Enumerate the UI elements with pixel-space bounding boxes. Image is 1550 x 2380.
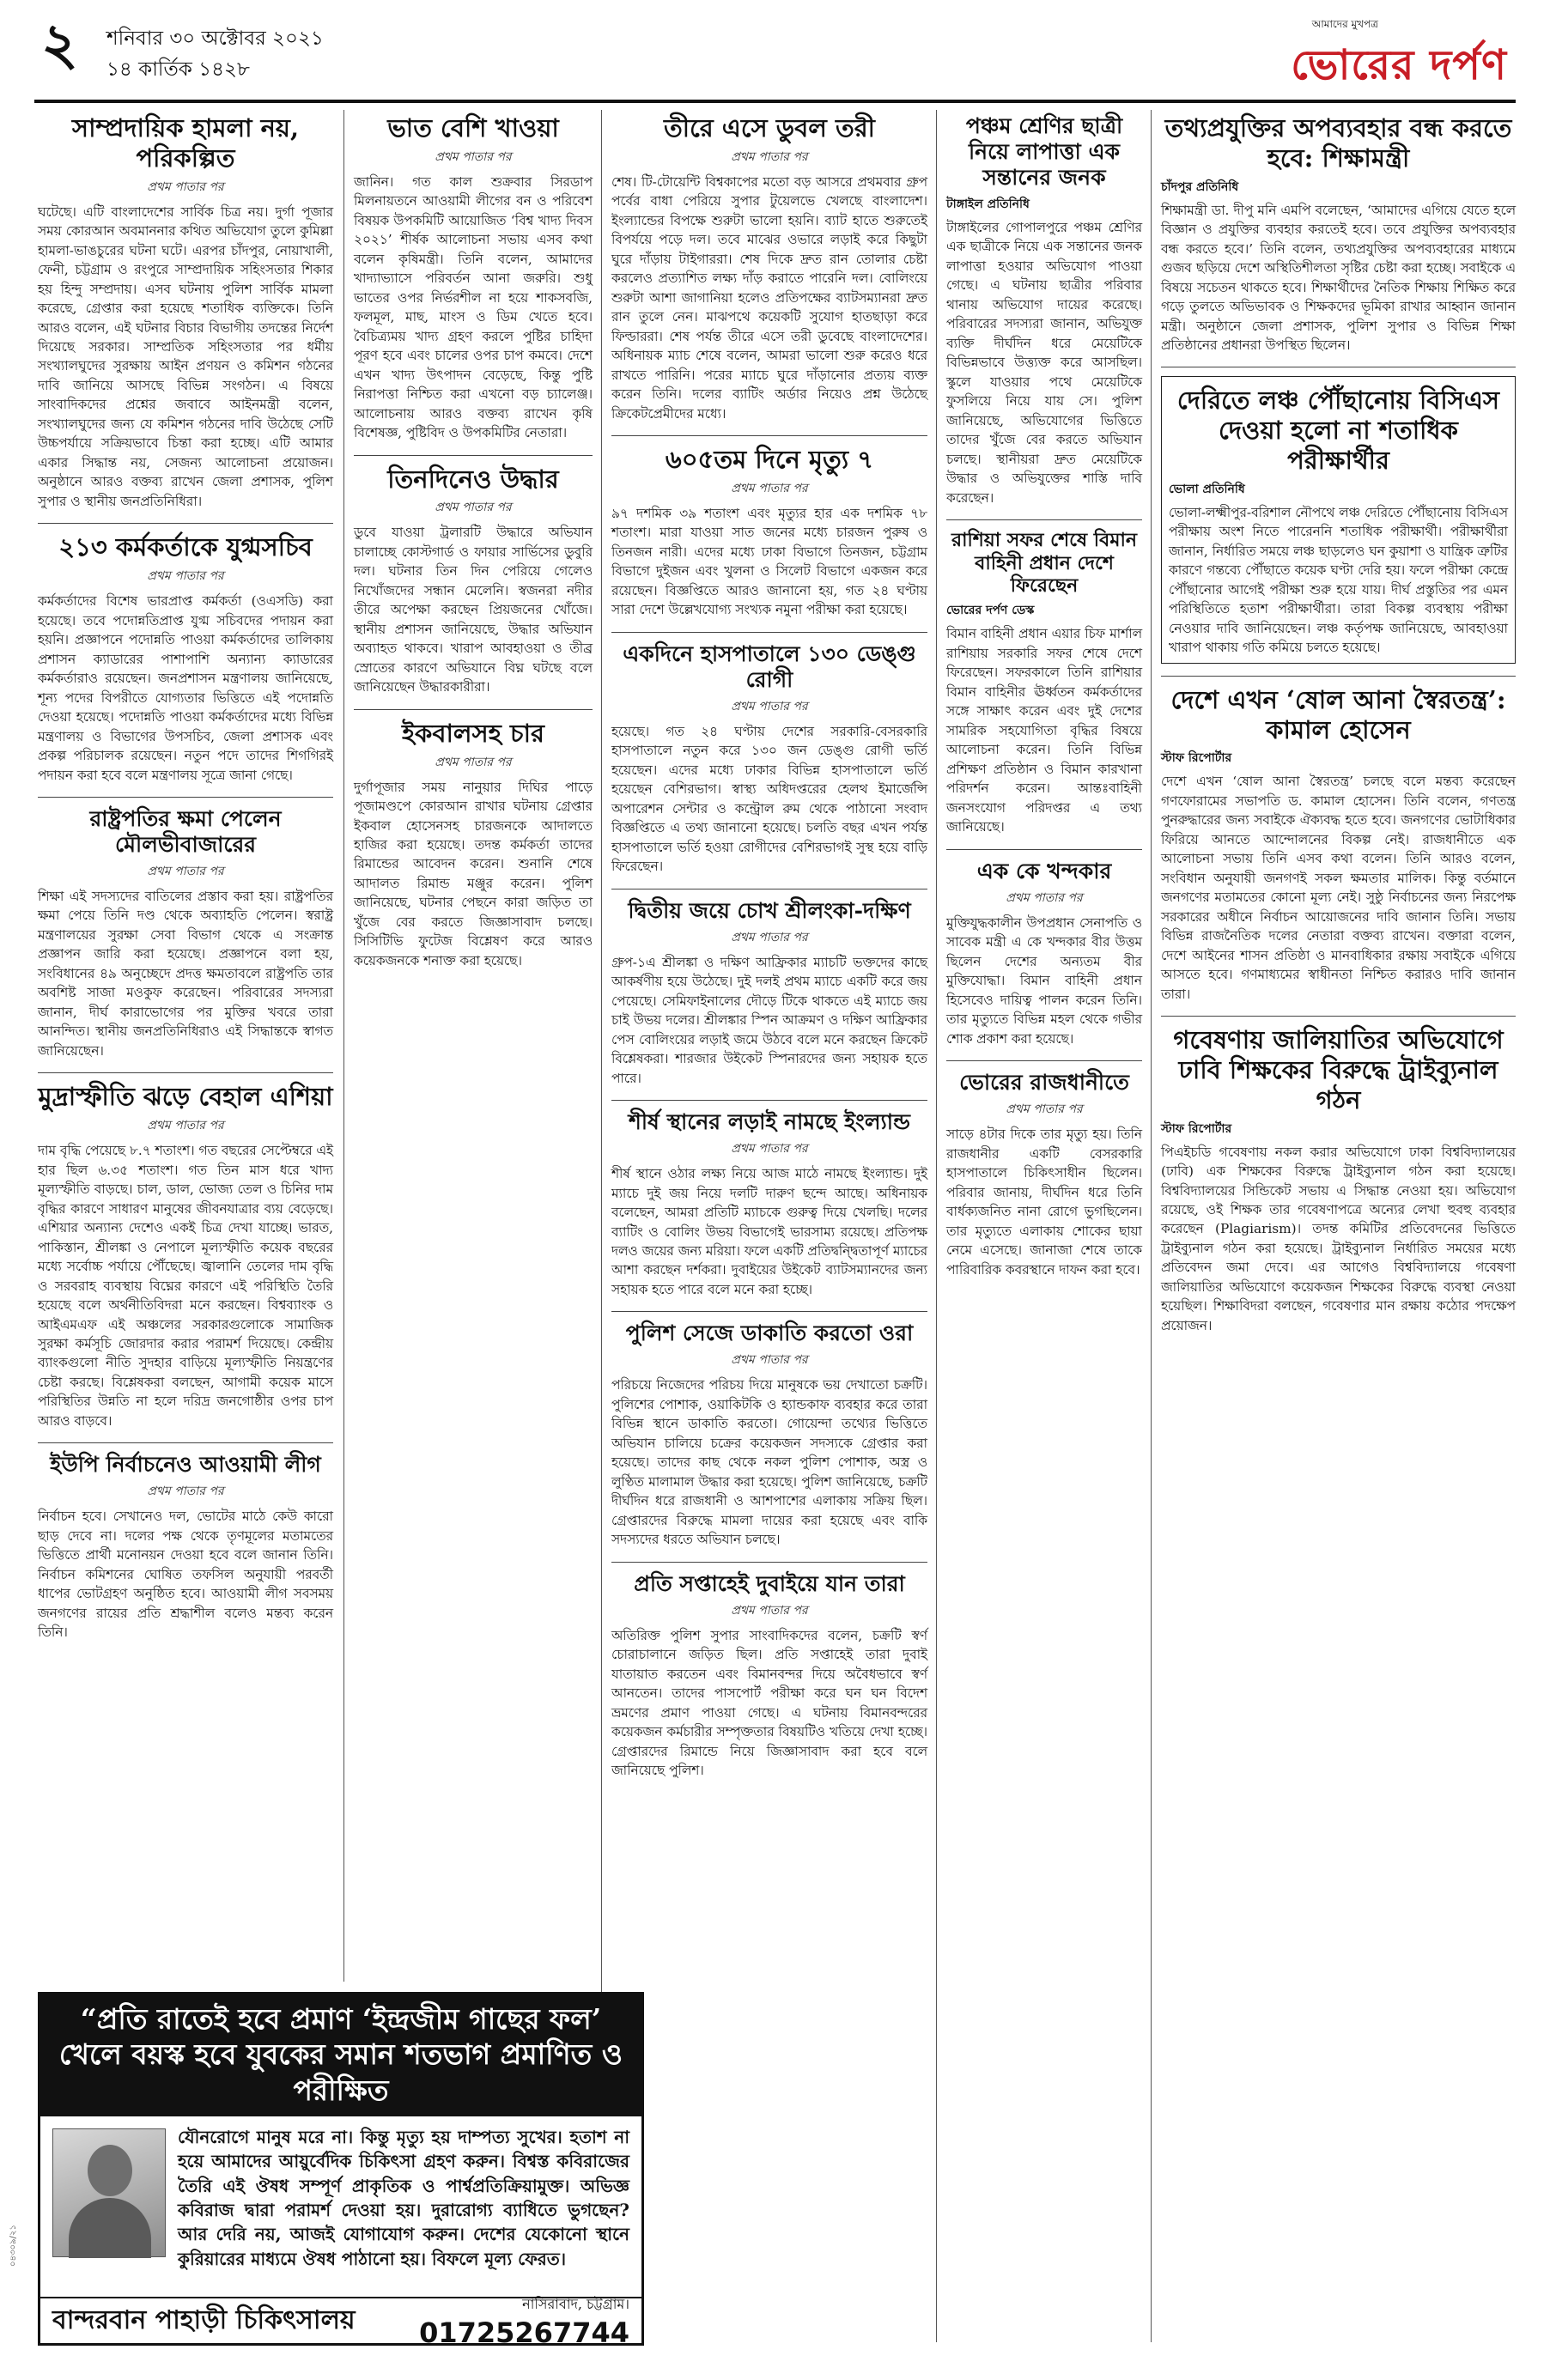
kicker: প্রথম পাতার পর: [1006, 1102, 1083, 1117]
divider: [38, 523, 333, 524]
headline: শীর্ষ স্থানের লড়াই নামছে ইংল্যান্ড: [629, 1109, 910, 1135]
clinic-advertisement: [38, 1992, 644, 2349]
article-police: [611, 1321, 927, 1549]
kicker: প্রথম পাতার পর: [731, 1142, 808, 1157]
byline: স্টাফ রিপোর্টার: [1161, 1121, 1232, 1136]
clinic-address: নাসিরাবাদ, চট্টগ্রাম।: [522, 2295, 629, 2312]
article-body: দেশে এখন ‘ষোল আনা স্বৈরতন্ত্র’ চলছে বলে মন্তব্য করেছেন গণফোরামের সভাপতি ড. কামাল হোসেন। তিনি বলেন, গণতন্ত্র পুনরুদ্ধারের জন্য সবাইকে ঐক্যবদ্ধ হতে হবে। জনগণের ভোটাধিকার ফিরিয়ে আনতে আন্দোলনের বিকল্প নেই। রাজধানীতে এক আলোচনা সভায় তিনি এসব কথা বলেন। তিনি আরও বলেন, সংবিধান অনুযায়ী জনগণই সকল ক্ষমতার মালিক। কিন্তু বর্তমানে জনগণের মতামতের কোনো মূল্য নেই। সুষ্ঠু নির্বাচনের জন্য নিরপেক্ষ সরকারের অধীনে নির্বাচন আয়োজনের দাবি জানান তিনি। সভায় বিভিন্ন রাজনৈতিক দলের নেতারা বক্তব্য রাখেন। বক্তারা বলেন, দেশে আইনের শাসন প্রতিষ্ঠা ও মানবাধিকার রক্ষায় সবাইকে এগিয়ে আসতে হবে। গণমাধ্যমের স্বাধীনতা নিশ্চিত করারও দাবি জানান তারা।: [1161, 774, 1516, 1002]
headline: একদিনে হাসপাতালে ১৩০ ডেঙ্গু রোগী: [623, 641, 916, 692]
headline: রাষ্ট্রপতির ক্ষমা পেলেন মৌলভীবাজারের: [89, 805, 282, 857]
kicker: প্রথম পাতার পর: [435, 501, 512, 515]
headline: ভাত বেশি খাওয়া: [387, 113, 559, 143]
kicker: প্রথম পাতার পর: [435, 755, 512, 769]
divider: [611, 1100, 927, 1101]
headline: ইউপি নির্বাচনেও আওয়ামী লীগ: [50, 1452, 321, 1478]
headline: ২১৩ কর্মকর্তাকে যুগ্মসচিব: [58, 532, 313, 562]
headline: সাম্প্রদায়িক হামলা নয়, পরিকল্পিত: [71, 113, 300, 173]
divider: [946, 1060, 1142, 1061]
headline: প্রতি সপ্তাহেই দুবাইয়ে যান তারা: [634, 1570, 905, 1596]
article-boat: [611, 113, 927, 423]
article-body: কর্মকর্তাদের বিশেষ ভারপ্রাপ্ত কর্মকর্তা (ওএসডি) করা হয়েছে। তবে পদোন্নতিপ্রাপ্ত যুগ্ম সচিবদের পদায়ন করা হয়নি। প্রজ্ঞাপনে পদোন্নতি পাওয়া কর্মকর্তাদের তালিকায় প্রশাসন ক্যাডারের পাশাপাশি অন্যান্য ক্যাডারের কর্মকর্তারাও রয়েছেন। জনপ্রশাসন মন্ত্রণালয় জানিয়েছে, শূন্য পদের বিপরীতে যোগ্যতার ভিত্তিতে এই পদোন্নতি দেওয়া হয়েছে। পদোন্নতি পাওয়া কর্মকর্তাদের মধ্যে বিভিন্ন মন্ত্রণালয় ও বিভাগের উপসচিব, জেলা প্রশাসক এবং প্রকল্প পরিচালক রয়েছেন। নতুন পদে তাদের শিগগিরই পদায়ন করা হবে বলে মন্ত্রণালয় সূত্রে জানা গেছে।: [38, 593, 333, 783]
side-code: ০৪৩০৯/২১: [9, 2225, 18, 2267]
kicker: প্রথম পাতার পর: [147, 179, 224, 194]
article-body: জানিন। গত কাল শুক্রবার সিরডাপ মিলনায়তনে আওয়ামী লীগের বন ও পরিবেশ বিষয়ক উপকমিটি আয়োজিত ‘বিশ্ব খাদ্য দিবস ২০২১’ শীর্ষক আলোচনা সভায় এসব কথা বলেন কৃষিমন্ত্রী। তিনি বলেন, আমাদের খাদ্যাভ্যাসে পরিবর্তন আনা জরুরি। শুধু ভাতের ওপর নির্ভরশীল না হয়ে শাকসবজি, ফলমূল, মাছ, মাংস ও ডিম খেতে হবে। বৈচিত্র্যময় খাদ্য গ্রহণ করলে পুষ্টির চাহিদা পূরণ হবে এবং চালের ওপর চাপ কমবে। দেশে এখন খাদ্য উৎপাদন বেড়েছে, কিন্তু পুষ্টি নিরাপত্তা নিশ্চিত করা এখনো বড় চ্যালেঞ্জ। আলোচনায় আরও বক্তব্য রাখেন কৃষি বিশেষজ্ঞ, পুষ্টিবিদ ও উপকমিটির নেতারা।: [354, 173, 593, 441]
newspaper-logo: [1291, 17, 1507, 102]
article-body: দুর্গাপূজার সময় নানুয়ার দিঘির পাড়ে পূজামণ্ডপে কোরআন রাখার ঘটনায় গ্রেপ্তার ইকবাল হোসেনসহ চারজনকে আদালতে হাজির করা হয়েছে। তদন্ত কর্মকর্তা তাদের রিমান্ডের আবেদন করেন। শুনানি শেষে আদালত রিমান্ড মঞ্জুর করেন। পুলিশ জানিয়েছে, ঘটনার পেছনে কারা জড়িত তা খুঁজে বের করতে জিজ্ঞাসাবাদ চলছে। সিসিটিভি ফুটেজ বিশ্লেষণ করে আরও কয়েকজনকে শনাক্ত করা হয়েছে।: [354, 779, 593, 968]
kicker: প্রথম পাতার পর: [731, 1603, 808, 1618]
article-dengue: [611, 641, 927, 877]
article-body: শীর্ষ স্থানে ওঠার লক্ষ্য নিয়ে আজ মাঠে নামছে ইংল্যান্ড। দুই ম্যাচে দুই জয় নিয়ে দলটি দারুণ ছন্দে আছে। অধিনায়ক বলেছেন, আমরা প্রতিটি ম্যাচকে গুরুত্ব দিয়ে খেলছি। দলের ব্যাটিং ও বোলিং উভয় বিভাগেই ভারসাম্য রয়েছে। প্রতিপক্ষ দলও জয়ের জন্য মরিয়া। ফলে একটি প্রতিদ্বন্দ্বিতাপূর্ণ ম্যাচের আশা করছেন দর্শকরা। দুবাইয়ের উইকেট ব্যাটসম্যানদের জন্য সহায়ক হতে পারে বলে মনে করা হচ্ছে।: [611, 1166, 927, 1297]
masthead-rule: [34, 100, 1516, 103]
headline: দেরিতে লঞ্চ পৌঁছানোয় বিসিএস দেওয়া হলো না শতাধিক পরীক্ষার্থীর: [1176, 386, 1500, 476]
headline: পুলিশ সেজে ডাকাতি করতো ওরা: [625, 1321, 914, 1346]
divider: [354, 455, 593, 456]
headline: তথ্যপ্রযুক্তির অপব্যবহার বন্ধ করতে হবে: শিক্ষামন্ত্রী: [1164, 113, 1512, 173]
divider: [354, 709, 593, 710]
article-body: টাঙ্গাইলের গোপালপুরে পঞ্চম শ্রেণির এক ছাত্রীকে নিয়ে এক সন্তানের জনক লাপাত্তা হওয়ার অভিযোগ পাওয়া গেছে। এ ঘটনায় ছাত্রীর পরিবার থানায় অভিযোগ দায়ের করেছে। পরিবারের সদস্যরা জানান, অভিযুক্ত ব্যক্তি দীর্ঘদিন ধরে মেয়েটিকে বিভিন্নভাবে উত্ত্যক্ত করে আসছিল। স্কুলে যাওয়ার পথে মেয়েটিকে ফুসলিয়ে নিয়ে যায় সে। পুলিশ জানিয়েছে, অভিযোগের ভিত্তিতে তাদের খুঁজে বের করতে অভিযান চলছে। স্থানীয়রা দ্রুত মেয়েটিকে উদ্ধার ও অভিযুক্তের শাস্তি দাবি করেছেন।: [946, 220, 1142, 506]
article-body: সাড়ে ৪টার দিকে তার মৃত্যু হয়। তিনি রাজধানীর একটি বেসরকারি হাসপাতালে চিকিৎসাধীন ছিলেন। পরিবার জানায়, দীর্ঘদিন ধরে তিনি বার্ধক্যজনিত নানা রোগে ভুগছিলেন। তার মৃত্যুতে এলাকায় শোকের ছায়া নেমে এসেছে। জানাজা শেষে তাকে পারিবারিক কবরস্থানে দাফন করা হবে।: [946, 1126, 1142, 1278]
ad-contact: [384, 2293, 641, 2349]
ad-footer: [40, 2295, 641, 2349]
kicker: প্রথম পাতার পর: [731, 1353, 808, 1368]
article-body: নির্বাচন হবে। সেখানেও দল, ভোটের মাঠে কেউ কারো ছাড় দেবে না। দলের পক্ষ থেকে তৃণমূলের মতামতের ভিত্তিতে প্রার্থী মনোনয়ন দেওয়া হবে বলে জানান তিনি। নির্বাচন কমিশনের ঘোষিত তফসিল অনুযায়ী পরবর্তী ধাপের ভোটগ্রহণ অনুষ্ঠিত হবে। আওয়ামী লীগ সবসময় জনগণের রায়ের প্রতি শ্রদ্ধাশীল বলেও মন্তব্য করেন তিনি।: [38, 1509, 333, 1641]
date-gregorian: শনিবার ৩০ অক্টোবর ২০২১: [106, 27, 324, 50]
headline: ৬০৫তম দিনে মৃত্যু ৭: [665, 445, 874, 475]
article-body: শিক্ষা এই সদস্যদের বাতিলের প্রস্তাব করা হয়। রাষ্ট্রপতির ক্ষমা পেয়ে তিনি দণ্ড থেকে অব্যাহতি পেলেন। স্বরাষ্ট্র মন্ত্রণালয়ের সুরক্ষা সেবা বিভাগ থেকে এ সংক্রান্ত প্রজ্ঞাপন জারি করা হয়েছে। প্রজ্ঞাপনে বলা হয়, সংবিধানের ৪৯ অনুচ্ছেদে প্রদত্ত ক্ষমতাবলে রাষ্ট্রপতি তার অবশিষ্ট সাজা মওকুফ করেছেন। পরিবারের সদস্যরা জানান, দীর্ঘ কারাভোগের পর মুক্তির খবরে তারা আনন্দিত। স্থানীয় জনপ্রতিনিধিরাও এই সিদ্ধান্তকে স্বাগত জানিয়েছেন।: [38, 888, 333, 1059]
byline: ভোলা প্রতিনিধি: [1169, 482, 1245, 496]
article-srilanka: [611, 898, 927, 1088]
article-dubai: [611, 1571, 927, 1781]
article-minister: [1161, 113, 1516, 355]
kicker: প্রথম পাতার পর: [147, 864, 224, 878]
article-kamal: [1161, 685, 1516, 1004]
ad-photo: [52, 2128, 166, 2257]
article-iqbal: [354, 719, 593, 971]
divider: [38, 797, 333, 798]
article-body: ডুবে যাওয়া ট্রলারটি উদ্ধারে অভিযান চালাচ্ছে কোস্টগার্ড ও ফায়ার সার্ভিসের ডুবুরি দল। ঘটনার তিন দিন পেরিয়ে গেলেও নিখোঁজদের সন্ধান মেলেনি। স্বজনরা নদীর তীরে অপেক্ষা করছেন প্রিয়জনের খোঁজে। স্থানীয় প্রশাসন জানিয়েছে, উদ্ধার অভিযান অব্যাহত থাকবে। খারাপ আবহাওয়া ও তীব্র স্রোতের কারণে অভিযানে বিঘ্ন ঘটছে বলে জানিয়েছেন উদ্ধারকারীরা।: [354, 525, 593, 695]
headline: তিনদিনেও উদ্ধার: [387, 464, 559, 494]
clinic-name: বান্দরবান পাহাড়ী চিকিৎসালয়: [52, 2304, 356, 2335]
column-divider: [1151, 110, 1152, 2342]
headline: দ্বিতীয় জয়ে চোখ শ্রীলংকা-দক্ষিণ: [628, 897, 911, 923]
page-number: ২: [41, 10, 78, 77]
article-communal: [38, 113, 333, 511]
brand-tagline: আমাদের মুখপত্র: [1311, 18, 1378, 30]
column-4: [946, 110, 1142, 1291]
divider: [38, 1442, 333, 1443]
divider: [611, 632, 927, 633]
column-5: [1161, 110, 1516, 1347]
article-body: ৯৭ দশমিক ৩৯ শতাংশ এবং মৃত্যুর হার এক দশমিক ৭৮ শতাংশ। মারা যাওয়া সাত জনের মধ্যে চারজন পুরুষ ও তিনজন নারী। এদের মধ্যে ঢাকা বিভাগে তিনজন, চট্টগ্রাম বিভাগে দুইজন এবং খুলনা ও সিলেট বিভাগে একজন করে রয়েছেন। বিজ্ঞপ্তিতে আরও জানানো হয়, গত ২৪ ঘণ্টায় সারা দেশে উল্লেখযোগ্য সংখ্যক নমুনা পরীক্ষা করা হয়েছে।: [611, 505, 927, 618]
divider: [611, 1562, 927, 1563]
date-block: [106, 24, 324, 85]
kicker: প্রথম পাতার পর: [147, 1119, 224, 1133]
headline: এক কে খন্দকার: [976, 858, 1112, 883]
divider: [946, 519, 1142, 520]
article-up-election: [38, 1452, 333, 1642]
brand-name: ভোরের দর্পণ: [1291, 41, 1507, 89]
clinic-phone: 01725267744: [419, 2316, 629, 2349]
column-divider: [936, 110, 937, 2342]
headline: রাশিয়া সফর শেষে বিমান বাহিনী প্রধান দেশে ফিরেছেন: [951, 529, 1137, 598]
article-capital: [946, 1070, 1142, 1279]
article-khondokar: [946, 859, 1142, 1048]
article-inflation: [38, 1082, 333, 1430]
article-tribunal: [1161, 1025, 1516, 1335]
article-body: ভোলা-লক্ষ্মীপুর-বরিশাল নৌপথে লঞ্চ দেরিতে পৌঁছানোয় বিসিএস পরীক্ষায় অংশ নিতে পারেননি শতাধিক পরীক্ষার্থী। পরীক্ষার্থীরা জানান, নির্ধারিত সময়ে লঞ্চ ছাড়লেও ঘন কুয়াশা ও যান্ত্রিক ত্রুটির কারণে গন্তব্যে পৌঁছাতে কয়েক ঘণ্টা দেরি হয়। ফলে পরীক্ষা কেন্দ্রে পৌঁছানোর আগেই পরীক্ষা শুরু হয়ে যায়। দীর্ঘ প্রস্তুতির পর এমন পরিস্থিতিতে হতাশ পরীক্ষার্থীরা। তারা বিকল্প ব্যবস্থায় পরীক্ষা নেওয়ার দাবি জানিয়েছেন। লঞ্চ কর্তৃপক্ষ জানিয়েছে, আবহাওয়া খারাপ থাকায় গতি কমিয়ে চলতে হয়েছে।: [1169, 504, 1508, 656]
article-body: ঘটেছে। এটি বাংলাদেশের সার্বিক চিত্র নয়। দুর্গা পূজার সময় কোরআন অবমাননার কথিত অভিযোগ তুলে কুমিল্লা হামলা-ভাঙচুরের ঘটনা ঘটে। এরপর চাঁদপুর, নোয়াখালী, ফেনী, চট্টগ্রাম ও রংপুরে সাম্প্রদায়িক সহিংসতার শিকার হয় হিন্দু সম্প্রদায়। এসব ঘটনায় পুলিশ সার্বিক মামলা করেছে, গ্রেপ্তার করা হয়েছে শতাধিক ব্যক্তিকে। তিনি আরও বলেন, এই ঘটনার বিচার বিভাগীয় তদন্তের নির্দেশ দিয়েছে সরকার। সাম্প্রতিক সহিংসতার পর ধর্মীয় সংখ্যালঘুদের সুরক্ষায় আইন প্রণয়ন ও কমিশন গঠনের দাবি জানিয়ে আসছে বিভিন্ন সংগঠন। এ বিষয়ে সাংবাদিকদের প্রশ্নের জবাবে আইনমন্ত্রী বলেন, সংখ্যালঘুদের জন্য যে কমিশন গঠনের দাবি উঠেছে সেটি উচ্চপর্যায়ে সক্রিয়ভাবে চিন্তা করা হচ্ছে। এটি আমার একার সিদ্ধান্ত নয়, সেজন্য আলোচনা প্রয়োজন। অনুষ্ঠানে আরও বক্তব্য রাখেন জেলা প্রশাসক, পুলিশ সুপার ও স্থানীয় জনপ্রতিনিধিরা।: [38, 203, 333, 509]
kicker: প্রথম পাতার পর: [435, 149, 512, 164]
headline: পঞ্চম শ্রেণির ছাত্রী নিয়ে লাপাত্তা এক সন্তানের জনক: [965, 113, 1123, 190]
article-pardon: [38, 806, 333, 1060]
article-england: [611, 1109, 927, 1299]
portrait-head-icon: [88, 2145, 132, 2196]
article-body: পিএইচডি গবেষণায় নকল করার অভিযোগে ঢাকা বিশ্ববিদ্যালয়ের (ঢাবি) এক শিক্ষকের বিরুদ্ধে ট্রাইব্যুনাল গঠন করা হয়েছে। বিশ্ববিদ্যালয়ের সিন্ডিকেট সভায় এ সিদ্ধান্ত নেওয়া হয়। অভিযোগ রয়েছে, ওই শিক্ষক তার গবেষণাপত্রে অন্যের লেখা হুবহু ব্যবহার করেছেন (Plagiarism)। তদন্ত কমিটির প্রতিবেদনের ভিত্তিতে ট্রাইব্যুনাল গঠন করা হয়েছে। ট্রাইব্যুনাল নির্ধারিত সময়ের মধ্যে প্রতিবেদন জমা দেবে। এর আগেও বিশ্ববিদ্যালয়ে গবেষণা জালিয়াতির অভিযোগে কয়েকজন শিক্ষকের বিরুদ্ধে ব্যবস্থা নেওয়া হয়েছিল। শিক্ষাবিদরা বলছেন, গবেষণার মান রক্ষায় কঠোর পদক্ষেপ প্রয়োজন।: [1161, 1144, 1516, 1333]
divider: [38, 1072, 333, 1073]
headline: দেশে এখন ‘ষোল আনা স্বৈরতন্ত্র’: কামাল হোসেন: [1170, 684, 1506, 744]
article-body: শেষ। টি-টোয়েন্টি বিশ্বকাপের মতো বড় আসরে প্রথমবার গ্রুপ পর্বের বাধা পেরিয়ে সুপার টুয়েলভে খেলছে বাংলাদেশ। ইংল্যান্ডের বিপক্ষে শুরুটা ভালো হয়নি। ব্যাট হাতে শুরুতেই বিপর্যয়ে পড়ে দল। তবে মাঝের ওভারে লড়াই করে কিছুটা ঘুরে দাঁড়ায় টাইগাররা। শেষ দিকে দ্রুত রান তোলার চেষ্টা করলেও প্রত্যাশিত লক্ষ্য দাঁড় করাতে পারেনি দল। বোলিংয়ে শুরুটা আশা জাগানিয়া হলেও প্রতিপক্ষের ব্যাটসম্যানরা দ্রুত রান তুলে নেন। মাঝপথে কয়েকটি সুযোগ হাতছাড়া করে ফিল্ডাররা। শেষ পর্যন্ত তীরে এসে তরী ডুবেছে বাংলাদেশের। অধিনায়ক ম্যাচ শেষে বলেন, আমরা ভালো শুরু করেও ধরে রাখতে পারিনি। পরের ম্যাচে ঘুরে দাঁড়ানোর প্রত্যয় ব্যক্ত করেন তিনি। দলের ব্যাটিং অর্ডার নিয়েও প্রশ্ন উঠেছে ক্রিকেটপ্রেমীদের মধ্যে।: [611, 173, 927, 422]
kicker: প্রথম পাতার পর: [731, 481, 808, 495]
divider: [611, 1311, 927, 1312]
article-body: দাম বৃদ্ধি পেয়েছে ৮.৭ শতাংশ। গত বছরের সেপ্টেম্বরে এই হার ছিল ৬.৩৫ শতাংশ। গত তিন মাস ধরে খাদ্য মূল্যস্ফীতি বাড়ছে। চাল, ডাল, ভোজ্য তেল ও চিনির দাম বৃদ্ধির কারণে সাধারণ মানুষের জীবনযাত্রার ব্যয় বেড়েছে। এশিয়ার অন্যান্য দেশেও একই চিত্র দেখা যাচ্ছে। ভারত, পাকিস্তান, শ্রীলঙ্কা ও নেপালে মূল্যস্ফীতি কয়েক বছরের মধ্যে সর্বোচ্চ পর্যায়ে পৌঁছেছে। জ্বালানি তেলের দাম বৃদ্ধি ও সরবরাহ ব্যবস্থায় বিঘ্নের কারণে এই পরিস্থিতি তৈরি হয়েছে বলে অর্থনীতিবিদরা মনে করছেন। বিশ্বব্যাংক ও আইএমএফ এই অঞ্চলের সরকারগুলোকে সামাজিক সুরক্ষা কর্মসূচি জোরদার করার পরামর্শ দিয়েছে। কেন্দ্রীয় ব্যাংকগুলো নীতি সুদহার বাড়িয়ে মূল্যস্ফীতি নিয়ন্ত্রণের চেষ্টা করছে। বিশ্লেষকরা বলছেন, আগামী কয়েক মাসে পরিস্থিতির উন্নতি না হলে দরিদ্র জনগোষ্ঠীর ওপর চাপ আরও বাড়বে।: [38, 1143, 333, 1429]
article-student: [946, 113, 1142, 507]
kicker: প্রথম পাতার পর: [147, 1484, 224, 1499]
byline: ভোরের দর্পণ ডেস্ক: [946, 604, 1035, 618]
article-body: হয়েছে। গত ২৪ ঘণ্টায় দেশের সরকারি-বেসরকারি হাসপাতালে নতুন করে ১৩০ জন ডেঙ্গু রোগী ভর্তি হয়েছেন। এদের মধ্যে ঢাকার বিভিন্ন হাসপাতালে ভর্তি হয়েছেন বেশিরভাগ। স্বাস্থ্য অধিদপ্তরের হেলথ ইমার্জেন্সি অপারেশন সেন্টার ও কন্ট্রোল রুম থেকে পাঠানো সংবাদ বিজ্ঞপ্তিতে এ তথ্য জানানো হয়েছে। চলতি বছর এখন পর্যন্ত হাসপাতালে ভর্তি হওয়া রোগীদের বেশিরভাগই সুস্থ হয়ে বাড়ি ফিরেছেন।: [611, 723, 927, 875]
divider: [1161, 1016, 1516, 1017]
byline: স্টাফ রিপোর্টার: [1161, 751, 1232, 766]
byline: চাঁদপুর প্রতিনিধি: [1161, 179, 1239, 194]
column-divider: [343, 110, 344, 1982]
ad-text: যৌনরোগে মানুষ মরে না। কিন্তু মৃত্যু হয় দাম্পত্য সুখের। হতাশ না হয়ে আমাদের আয়ুর্বেদিক চিকিৎসা গ্রহণ করুন। বিশ্বস্ত কবিরাজের তৈরি এই ঔষধ সম্পূর্ণ প্রাকৃতিক ও পার্শ্বপ্রতিক্রিয়ামুক্ত। অভিজ্ঞ কবিরাজ দ্বারা পরামর্শ দেওয়া হয়। দুরারোগ্য ব্যাধিতে ভুগছেন? আর দেরি নয়, আজই যোগাযোগ করুন। দেশের যেকোনো স্থানে কুরিয়ারের মাধ্যমে ঔষধ পাঠানো হয়। বিফলে মূল্য ফেরত।: [178, 2126, 629, 2269]
article-body: বিমান বাহিনী প্রধান এয়ার চিফ মার্শাল রাশিয়ায় সরকারি সফর শেষে দেশে ফিরেছেন। সফরকালে তিনি রাশিয়ার বিমান বাহিনীর ঊর্ধ্বতন কর্মকর্তাদের সঙ্গে সাক্ষাৎ করেন এবং দুই দেশের সামরিক সহযোগিতা বৃদ্ধির বিষয়ে আলোচনা করেন। তিনি বিভিন্ন প্রশিক্ষণ প্রতিষ্ঠান ও বিমান কারখানা পরিদর্শন করেন। আন্তঃবাহিনী জনসংযোগ পরিদপ্তর এ তথ্য জানিয়েছে।: [946, 626, 1142, 835]
column-1: [38, 110, 333, 1654]
kicker: প্রথম পাতার পর: [1006, 890, 1083, 905]
portrait-body-icon: [69, 2198, 151, 2258]
article-body: মুক্তিযুদ্ধকালীন উপপ্রধান সেনাপতি ও সাবেক মন্ত্রী এ কে খন্দকার বীর উত্তম ছিলেন দেশের অন্যতম বীর মুক্তিযোদ্ধা। বিমান বাহিনী প্রধান হিসেবেও দায়িত্ব পালন করেন তিনি। তার মৃত্যুতে বিভিন্ন মহল থেকে গভীর শোক প্রকাশ করা হয়েছে।: [946, 914, 1142, 1047]
article-body: পরিচয়ে নিজেদের পরিচয় দিয়ে মানুষকে ভয় দেখাতো চক্রটি। পুলিশের পোশাক, ওয়াকিটকি ও হ্যান্ডকাফ ব্যবহার করে তারা বিভিন্ন স্থানে ডাকাতি করতো। গোয়েন্দা তথ্যের ভিত্তিতে অভিযান চালিয়ে চক্রের কয়েকজন সদস্যকে গ্রেপ্তার করা হয়েছে। তাদের কাছ থেকে নকল পুলিশ পোশাক, অস্ত্র ও লুণ্ঠিত মালামাল উদ্ধার করা হয়েছে। পুলিশ জানিয়েছে, চক্রটি দীর্ঘদিন ধরে রাজধানী ও আশপাশের এলাকায় সক্রিয় ছিল। গ্রেপ্তারদের বিরুদ্ধে মামলা দায়ের করা হয়েছে এবং বাকি সদস্যদের ধরতে অভিযান চলছে।: [611, 1377, 927, 1548]
headline: তীরে এসে ডুবল তরী: [664, 113, 875, 143]
kicker: প্রথম পাতার পর: [731, 149, 808, 164]
divider: [611, 435, 927, 436]
article-bcs: [1161, 376, 1516, 663]
article-body: অতিরিক্ত পুলিশ সুপার সাংবাদিকদের বলেন, চক্রটি স্বর্ণ চোরাচালানে জড়িত ছিল। প্রতি সপ্তাহেই তারা দুবাই যাতায়াত করতেন এবং বিমানবন্দর দিয়ে অবৈধভাবে স্বর্ণ আনতেন। তাদের পাসপোর্ট পরীক্ষা করে ঘন ঘন বিদেশ ভ্রমণের প্রমাণ পাওয়া গেছে। এ ঘটনায় বিমানবন্দরের কয়েকজন কর্মচারীর সম্পৃক্ততার বিষয়টিও খতিয়ে দেখা হচ্ছে। গ্রেপ্তারদের রিমান্ডে নিয়ে জিজ্ঞাসাবাদ করা হবে বলে জানিয়েছে পুলিশ।: [611, 1627, 927, 1779]
ad-body: [40, 2116, 641, 2271]
headline: মুদ্রাস্ফীতি ঝড়ে বেহাল এশিয়া: [38, 1082, 333, 1112]
column-3: [611, 110, 927, 1793]
headline: ভোরের রাজধানীতে: [959, 1070, 1129, 1096]
kicker: প্রথম পাতার পর: [731, 930, 808, 944]
masthead: [34, 10, 1516, 100]
article-air-chief: [946, 529, 1142, 837]
column-2: [354, 110, 593, 982]
divider: [946, 849, 1142, 850]
article-body: শিক্ষামন্ত্রী ডা. দীপু মনি এমপি বলেছেন, ‘আমাদের এগিয়ে যেতে হলে বিজ্ঞান ও প্রযুক্তির ব্যবহার করতেই হবে। তবে প্রযুক্তির অপব্যবহার বন্ধ করতে হবে।’ তিনি বলেন, তথ্যপ্রযুক্তির অপব্যবহারের মাধ্যমে গুজব ছড়িয়ে দেশে অস্থিতিশীলতা সৃষ্টির চেষ্টা করা হচ্ছে। সবাইকে এ বিষয়ে সচেতন থাকতে হবে। শিক্ষার্থীদের নৈতিক শিক্ষায় শিক্ষিত করে গড়ে তুলতে অভিভাবক ও শিক্ষকদের ভূমিকা রাখার আহ্বান জানান মন্ত্রী। অনুষ্ঠানে জেলা প্রশাসক, পুলিশ সুপার ও বিভিন্ন শিক্ষা প্রতিষ্ঠানের প্রধানরা উপস্থিত ছিলেন।: [1161, 202, 1516, 353]
date-bangla: ১৪ কার্তিক ১৪২৮: [106, 58, 250, 81]
ad-banner: “প্রতি রাতেই হবে প্রমাণ ‘ইন্দ্রজীম গাছের ফল’ খেলে বয়স্ক হবে যুবকের সমান শতভাগ প্রমাণিত ও পরীক্ষিত: [40, 1994, 641, 2116]
article-rescue: [354, 464, 593, 697]
kicker: প্রথম পাতার পর: [147, 569, 224, 584]
article-body: গ্রুপ-১এ শ্রীলঙ্কা ও দক্ষিণ আফ্রিকার ম্যাচটি ভক্তদের কাছে আকর্ষণীয় হয়ে উঠেছে। দুই দলই প্রথম ম্যাচে একটি করে জয় পেয়েছে। সেমিফাইনালের দৌড়ে টিকে থাকতে এই ম্যাচে জয় চাই উভয় দলের। শ্রীলঙ্কার স্পিন আক্রমণ ও দক্ষিণ আফ্রিকার পেস বোলিংয়ের লড়াই জমে উঠবে বলে মনে করছেন ক্রিকেট বিশ্লেষকরা। শারজার উইকেট স্পিনারদের জন্য সহায়ক হতে পারে।: [611, 954, 927, 1086]
byline: টাঙ্গাইল প্রতিনিধি: [946, 197, 1030, 211]
headline: ইকবালসহ চার: [401, 718, 545, 748]
kicker: প্রথম পাতার পর: [731, 699, 808, 713]
article-secretaries: [38, 532, 333, 785]
article-death: [611, 445, 927, 620]
article-food: [354, 113, 593, 443]
divider: [1161, 676, 1516, 677]
headline: গবেষণায় জালিয়াতির অভিযোগে ঢাবি শিক্ষকের বিরুদ্ধে ট্রাইব্যুনাল গঠন: [1173, 1025, 1504, 1114]
